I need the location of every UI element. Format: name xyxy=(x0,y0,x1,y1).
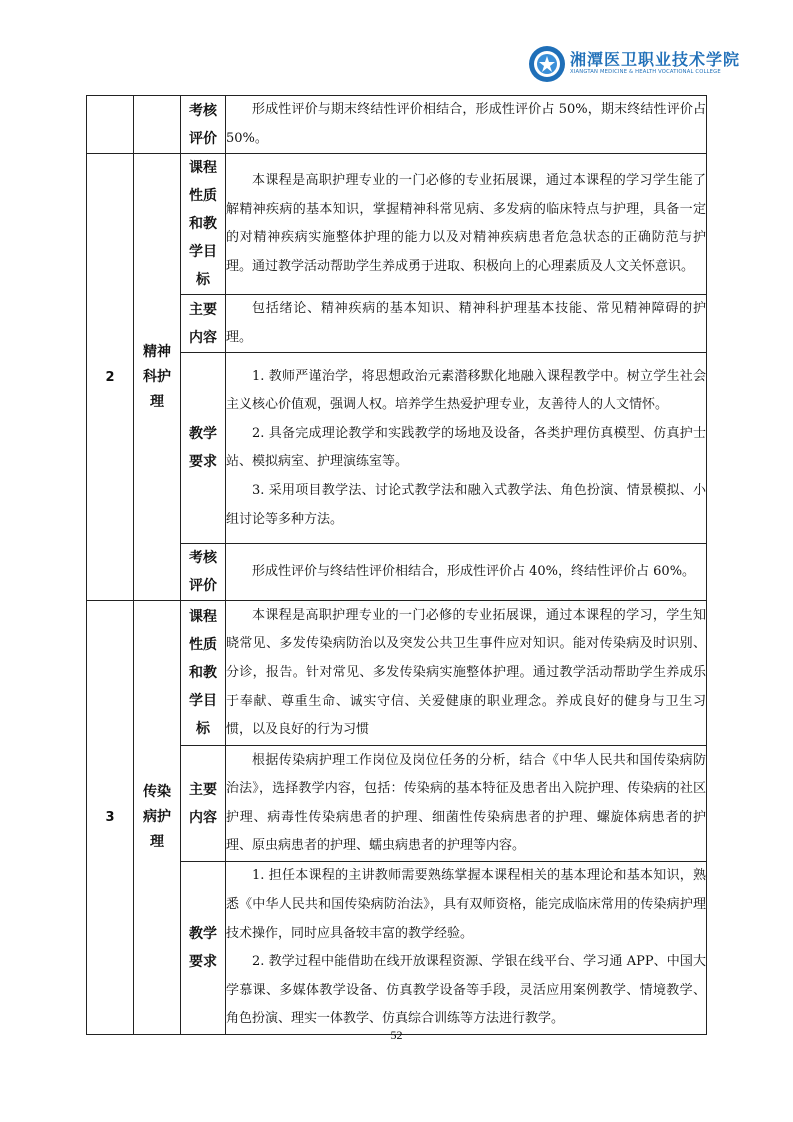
course-number: 2 xyxy=(87,154,134,601)
req-text xyxy=(226,353,707,544)
quality-text: 本课程是高职护理专业的一门必修的专业拓展课，通过本课程的学习，学生知晓常见、多发传染病防治以及突发公共卫生事件应对知识。能对传染病及时识别、分诊，报告。针对常见、多发传染病实施整体护理。通过教学活动帮助学生养成乐于奉献、尊重生命、诚实守信、关爱健康的职业理念。养成良好的健身与卫生习惯，以及良好的行为习惯 xyxy=(226,601,707,746)
req-label: 教学 要求 xyxy=(181,862,226,1035)
req-text xyxy=(226,862,707,1035)
eval-label: 考核 评价 xyxy=(181,544,226,601)
table-row xyxy=(87,601,707,746)
table-row xyxy=(87,96,707,154)
course-name: 传染 病护 理 xyxy=(134,601,181,1035)
quality-label: 课程 性质 和教 学目 标 xyxy=(181,154,226,295)
eval-text: 形成性评价与期末终结性评价相结合，形成性评价占 50%，期末终结性评价占 50%。 xyxy=(226,96,707,154)
college-name-cn: 湘潭医卫职业技术学院 xyxy=(570,50,741,69)
table-row xyxy=(87,154,707,295)
quality-text: 本课程是高职护理专业的一门必修的专业拓展课，通过本课程的学习学生能了解精神疾病的基本知识，掌握精神科常见病、多发病的临床特点与护理，具备一定的对精神疾病实施整体护理的能力以及对精神疾病患者危急状态的正确防范与护理。通过教学活动帮助学生养成勇于进取、积极向上的心理素质及人文关怀意识。 xyxy=(226,154,707,295)
content-label: 主要 内容 xyxy=(181,746,226,862)
quality-label: 课程 性质 和教 学目 标 xyxy=(181,601,226,746)
req-item: 2. 教学过程中能借助在线开放课程资源、学银在线平台、学习通 APP、中国大学慕课、多媒体教学设备、仿真教学设备等手段，灵活应用案例教学、情境教学、角色扮演、理实一体教学、仿真综合训练等方法进行教学。 xyxy=(226,954,706,1027)
course-table xyxy=(86,95,707,1035)
college-seal-icon xyxy=(528,45,566,83)
req-item: 2. 具备完成理论教学和实践教学的场地及设备，各类护理仿真模型、仿真护士站、模拟病室、护理演练室等。 xyxy=(226,425,706,470)
page-number: 52 xyxy=(390,1028,403,1042)
course-number-cell xyxy=(87,96,134,154)
college-logo xyxy=(528,45,741,85)
college-name-en: XIANGTAN MEDICINE & HEALTH VOCATIONAL COLLEGE xyxy=(570,69,721,75)
content-text: 包括绪论、精神疾病的基本知识、精神科护理基本技能、常见精神障碍的护理。 xyxy=(226,295,707,353)
req-label: 教学 要求 xyxy=(181,353,226,544)
course-number: 3 xyxy=(87,601,134,1035)
content-label: 主要 内容 xyxy=(181,295,226,353)
content-text: 根据传染病护理工作岗位及岗位任务的分析，结合《中华人民共和国传染病防治法》，选择教学内容，包括：传染病的基本特征及患者出入院护理、传染病的社区护理、病毒性传染病患者的护理、细菌性传染病患者的护理、螺旋体病患者的护理、原虫病患者的护理、蠕虫病患者的护理等内容。 xyxy=(226,746,707,862)
course-name-cell xyxy=(134,96,181,154)
req-item: 3. 采用项目教学法、讨论式教学法和融入式教学法、角色扮演、情景模拟、小组讨论等多种方法。 xyxy=(226,482,706,527)
course-name: 精神 科护 理 xyxy=(134,154,181,601)
req-item: 1. 担任本课程的主讲教师需要熟练掌握本课程相关的基本理论和基本知识，熟悉《中华人民共和国传染病防治法》，具有双师资格，能完成临床常用的传染病护理技术操作，同时应具备较丰富的教学经验。 xyxy=(226,868,706,941)
eval-label: 考核 评价 xyxy=(181,96,226,154)
req-item: 1. 教师严谨治学，将思想政治元素潜移默化地融入课程教学中。树立学生社会主义核心价值观，强调人权。培养学生热爱护理专业，友善待人的人文情怀。 xyxy=(226,368,706,413)
eval-text: 形成性评价与终结性评价相结合，形成性评价占 40%，终结性评价占 60%。 xyxy=(226,544,707,601)
